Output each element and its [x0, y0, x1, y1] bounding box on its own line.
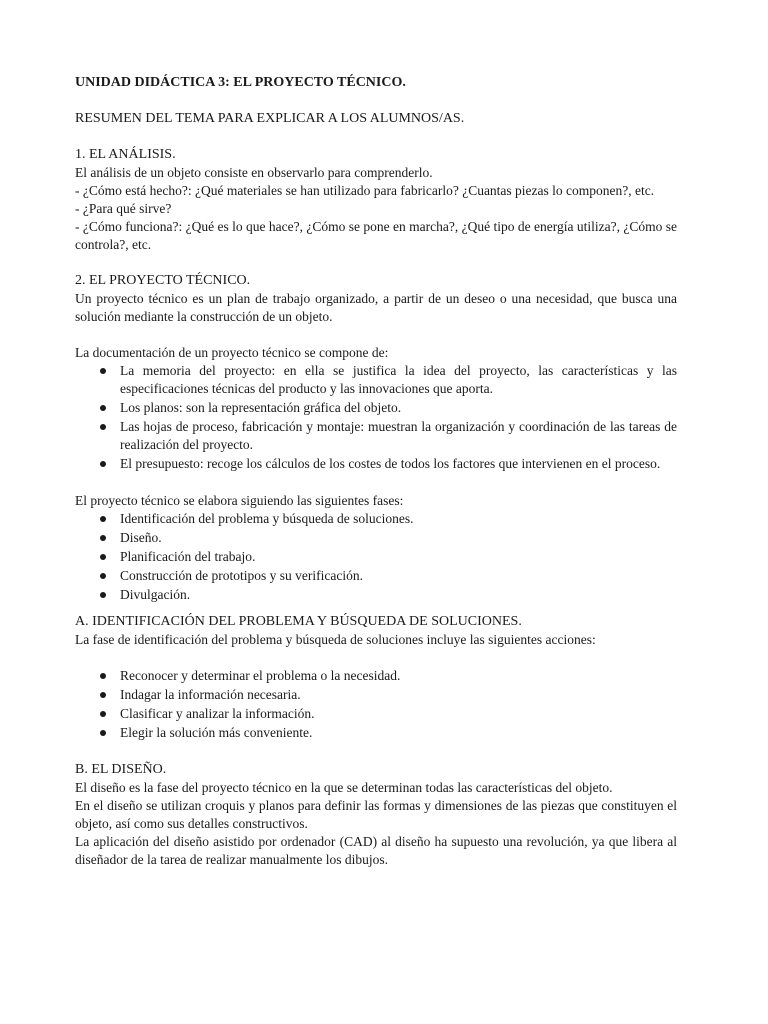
analysis-line: - ¿Para qué sirve?	[75, 201, 172, 216]
design-paragraph: La aplicación del diseño asistido por ordenador (CAD) al diseño ha supuesto una revolución, ya que libera al diseñador de la tarea de realizar manualmente los dibujos.	[75, 834, 677, 867]
analysis-line: - ¿Cómo está hecho?: ¿Qué materiales se han utilizado para fabricarlo? ¿Cuantas piezas lo componen?, etc.	[75, 183, 655, 198]
list-item: El presupuesto: recoge los cálculos de los costes de todos los factores que intervienen en el proceso.	[75, 455, 677, 473]
section-heading-analysis: 1. EL ANÁLISIS.	[75, 147, 176, 162]
section-heading-technical-project: 2. EL PROYECTO TÉCNICO.	[75, 273, 251, 288]
list-item: Reconocer y determinar el problema o la necesidad.	[75, 667, 677, 685]
documentation-intro: La documentación de un proyecto técnico se compone de:	[75, 345, 389, 360]
section-heading-design: B. EL DISEÑO.	[75, 762, 167, 777]
list-item: Divulgación.	[75, 586, 677, 604]
document-title: UNIDAD DIDÁCTICA 3: EL PROYECTO TÉCNICO.	[75, 75, 406, 90]
list-item: Elegir la solución más conveniente.	[75, 724, 677, 742]
document-subtitle: RESUMEN DEL TEMA PARA EXPLICAR A LOS ALUMNOS/AS.	[75, 111, 465, 126]
list-item: Los planos: son la representación gráfica del objeto.	[75, 399, 677, 417]
section-design	[75, 761, 677, 869]
design-paragraph: El diseño es la fase del proyecto técnico en la que se determinan todas las características del objeto.	[75, 780, 613, 795]
list-item: Construcción de prototipos y su verificación.	[75, 567, 677, 585]
section-technical-project	[75, 272, 677, 604]
list-item: Indagar la información necesaria.	[75, 686, 677, 704]
technical-project-intro: Un proyecto técnico es un plan de trabajo organizado, a partir de un deseo o una necesidad, que busca una solución mediante la construcción de un objeto.	[75, 291, 677, 324]
analysis-line: El análisis de un objeto consiste en observarlo para comprenderlo.	[75, 165, 433, 180]
list-item: Las hojas de proceso, fabricación y montaje: muestran la organización y coordinación de las tareas de realización del proyecto.	[75, 418, 677, 454]
documentation-list	[75, 362, 677, 473]
analysis-line: - ¿Cómo funciona?: ¿Qué es lo que hace?, ¿Cómo se pone en marcha?, ¿Qué tipo de energía utiliza?, ¿Cómo se controla?, etc.	[75, 219, 677, 252]
list-item: Identificación del problema y búsqueda de soluciones.	[75, 510, 677, 528]
section-analysis	[75, 146, 677, 254]
identification-list	[75, 667, 677, 742]
design-paragraph: En el diseño se utilizan croquis y planos para definir las formas y dimensiones de las piezas que constituyen el objeto, así como sus detalles constructivos.	[75, 798, 677, 831]
section-heading-identification: A. IDENTIFICACIÓN DEL PROBLEMA Y BÚSQUEDA DE SOLUCIONES.	[75, 614, 522, 629]
phases-list	[75, 510, 677, 604]
identification-intro: La fase de identificación del problema y búsqueda de soluciones incluye las siguientes acciones:	[75, 632, 596, 647]
section-identification	[75, 613, 677, 742]
list-item: La memoria del proyecto: en ella se justifica la idea del proyecto, las características y las especificaciones técnicas del producto y las innovaciones que aporta.	[75, 362, 677, 398]
document-page	[75, 74, 677, 869]
list-item: Clasificar y analizar la información.	[75, 705, 677, 723]
list-item: Diseño.	[75, 529, 677, 547]
phases-intro: El proyecto técnico se elabora siguiendo las siguientes fases:	[75, 493, 404, 508]
list-item: Planificación del trabajo.	[75, 548, 677, 566]
